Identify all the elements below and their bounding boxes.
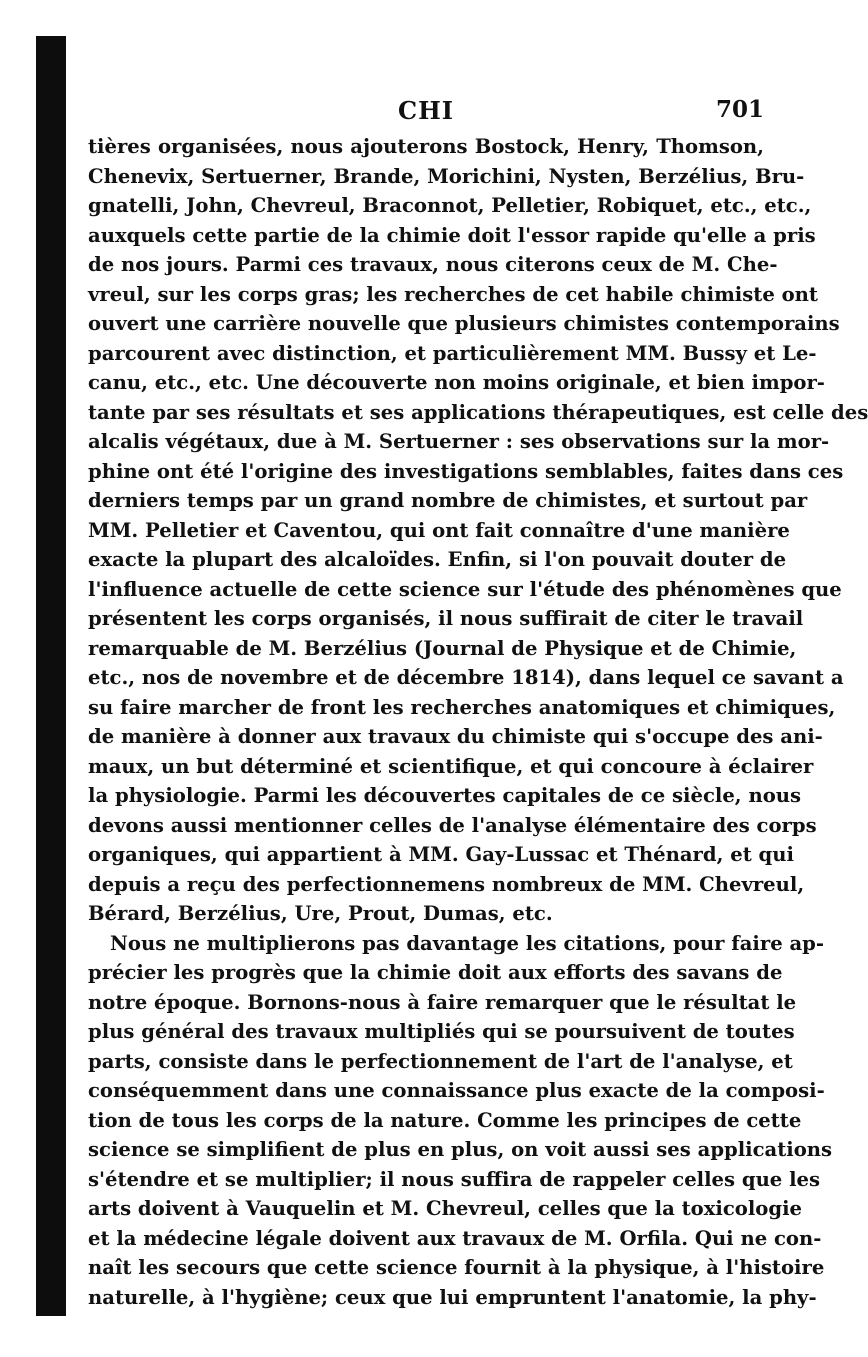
paragraph-2 (88, 929, 833, 1313)
text-line: s'étendre et se multiplier; il nous suffira de rappeler celles que les (88, 1167, 821, 1191)
text-line: exacte la plupart des alcaloïdes. Enfin, si l'on pouvait douter de (88, 548, 787, 571)
text-line: derniers temps par un grand nombre de chimistes, et surtout par (88, 489, 808, 512)
text-line: arts doivent à Vauquelin et M. Chevreul, celles que la toxicologie (88, 1197, 802, 1220)
text-line: parcourent avec distinction, et particulièrement MM. Bussy et Le- (88, 341, 817, 365)
text-line: Bérard, Berzélius, Ure, Prout, Dumas, etc. (88, 902, 553, 925)
text-line: l'influence actuelle de cette science sur l'étude des phénomènes que (88, 577, 842, 601)
text-line: phine ont été l'origine des investigations semblables, faites dans ces (88, 459, 844, 483)
text-line: et la médecine légale doivent aux travaux de M. Orfila. Qui ne con- (88, 1226, 822, 1250)
text-line: Nous ne multiplierons pas davantage les citations, pour faire ap- (110, 931, 825, 955)
text-line: notre époque. Bornons-nous à faire remarquer que le résultat le (88, 990, 797, 1014)
text-line: naît les secours que cette science fournit à la physique, à l'histoire (88, 1256, 825, 1279)
text-line: de manière à donner aux travaux du chimiste qui s'occupe des ani- (88, 725, 823, 748)
text-line: vreul, sur les corps gras; les recherches de cet habile chimiste ont (88, 282, 818, 306)
text-line: précier les progrès que la chimie doit aux efforts des savans de (88, 961, 783, 984)
text-line: ouvert une carrière nouvelle que plusieurs chimistes contemporains (88, 312, 840, 335)
text-line: remarquable de M. Berzélius (Journal de Physique et de Chimie, (88, 636, 797, 660)
text-line: su faire marcher de front les recherches anatomiques et chimiques, (88, 695, 836, 719)
text-line: science se simplifient de plus en plus, on voit aussi ses applications (88, 1138, 833, 1161)
text-line: de nos jours. Parmi ces travaux, nous citerons ceux de M. Che- (88, 253, 778, 276)
text-line: devons aussi mentionner celles de l'analyse élémentaire des corps (88, 813, 817, 837)
paragraph-1 (88, 132, 868, 929)
binding-shadow (36, 36, 66, 1316)
text-line: etc., nos de novembre et de décembre 1814), dans lequel ce savant a (88, 666, 844, 689)
text-line: maux, un but déterminé et scientifique, et qui concoure à éclairer (88, 754, 814, 778)
text-line: tières organisées, nous ajouterons Bostock, Henry, Thomson, (88, 135, 764, 158)
text-line: Chenevix, Sertuerner, Brande, Morichini, Nysten, Berzélius, Bru- (88, 164, 805, 188)
text-line: tante par ses résultats et ses applications thérapeutiques, est celle des (88, 400, 868, 424)
running-head (88, 92, 764, 132)
text-line: gnatelli, John, Chevreul, Braconnot, Pelletier, Robiquet, etc., etc., (88, 194, 812, 217)
text-line: alcalis végétaux, due à M. Sertuerner : ses observations sur la mor- (88, 430, 830, 453)
text-line: depuis a reçu des perfectionnemens nombreux de MM. Chevreul, (88, 872, 805, 896)
text-line: conséquemment dans une connaissance plus exacte de la composi- (88, 1079, 825, 1102)
text-line: tion de tous les corps de la nature. Comme les principes de cette (88, 1108, 802, 1132)
page-number: 701 (715, 96, 764, 123)
text-line: présentent les corps organisés, il nous suffirait de citer le travail (88, 607, 804, 630)
text-line: organiques, qui appartient à MM. Gay-Lussac et Thénard, et qui (88, 843, 794, 866)
text-line: MM. Pelletier et Caventou, qui ont fait connaître d'une manière (88, 518, 790, 542)
text-line: naturelle, à l'hygiène; ceux que lui empruntent l'anatomie, la phy- (88, 1285, 817, 1309)
book-page (88, 92, 868, 1322)
text-line: la physiologie. Parmi les découvertes capitales de ce siècle, nous (88, 784, 802, 807)
text-line: auxquels cette partie de la chimie doit l'essor rapide qu'elle a pris (88, 223, 816, 247)
running-head-title: CHI (397, 96, 454, 125)
body-text (88, 132, 868, 1312)
text-line: parts, consiste dans le perfectionnement de l'art de l'analyse, et (88, 1049, 793, 1073)
text-line: plus général des travaux multipliés qui se poursuivent de toutes (88, 1020, 795, 1043)
text-line: canu, etc., etc. Une découverte non moins originale, et bien impor- (88, 371, 825, 394)
